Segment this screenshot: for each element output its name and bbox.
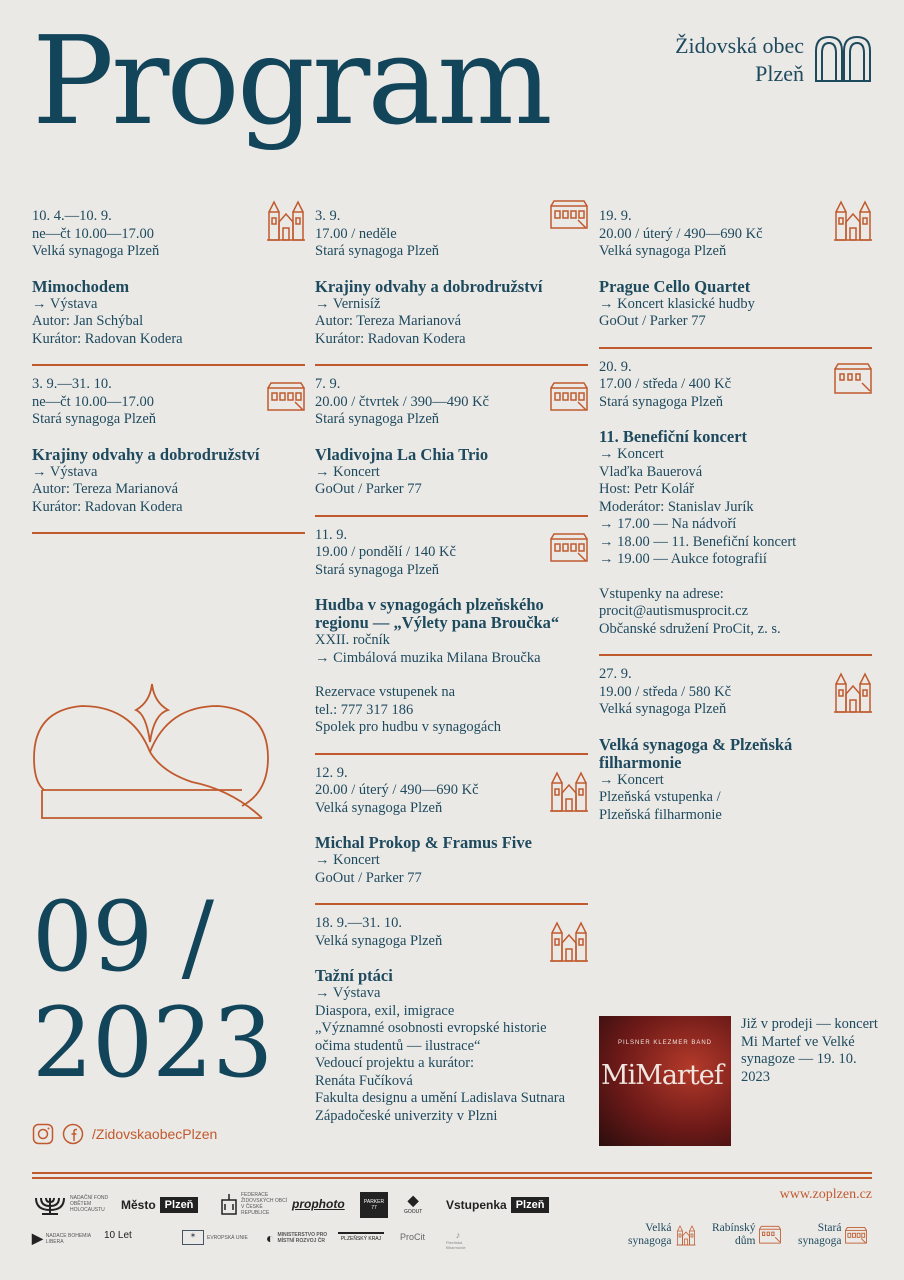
event-detail: Občanské sdružení ProCit, z. s. [599,620,781,637]
event-time: ne—čt 10.00—17.00 [32,393,155,410]
sponsor-parker [360,1192,388,1218]
sponsor-text: MINISTERSTVO PRO MÍSTNÍ ROZVOJ ČR [277,1232,328,1244]
event-detail: Fakulta designu a umění Ladislava Sutnara Západočeské univerzity v Plzni [315,1090,566,1124]
rabbinic-house-icon [834,363,872,395]
event-venue: Stará synagoga Plzeň [315,411,440,427]
event-detail: Moderátor: Stanislav Jurík [599,498,754,515]
social-handle[interactable]: /ZidovskaobecPlzen [92,1126,218,1142]
promo-brand: MiMartef [601,1060,723,1091]
event-time: 19.00 / středa / 580 Kč [599,683,732,700]
organization-logo-icon [814,35,872,83]
event-title: 11. Benefiční koncert [599,427,748,446]
sponsor-holocaust-fund [32,1192,114,1216]
event-date: 12. 9. [315,764,348,781]
event-date: 3. 9. [315,208,341,224]
month: 09 / [32,881,214,993]
event-card [599,656,872,840]
promo-text: Již v prodeji — koncert Mi Martef ve Velké synagoze — 19. 10. 2023 [741,1016,878,1085]
event-detail: → Koncert klasické hudby [599,295,755,312]
legend-label [798,1222,841,1248]
sponsor-10-let [104,1230,132,1241]
sponsor-mmr [266,1230,327,1246]
event-venue: Stará synagoga Plzeň [315,243,440,259]
event-date: 11. 9. [315,526,348,543]
event-detail: Rezervace vstupenek na [315,684,456,700]
org-name-line2: Plzeň [755,61,804,86]
sponsor-text: FEDERACE ŽIDOVSKÝCH OBCÍ V ČESKÉ REPUBLICE [241,1192,288,1216]
event-time: 20.00 / úterý / 490—690 Kč [599,225,763,242]
event-detail: → Koncert [599,446,664,462]
event-detail: Vstupenky na adrese: [599,585,724,602]
event-title: Michal Prokop & Framus Five [315,833,532,852]
event-date: 3. 9.—31. 10. [32,376,112,392]
federace-logo-icon [220,1192,238,1216]
sponsor-text: ProCit [400,1232,426,1242]
month-year [32,881,302,1099]
sponsor-goout [404,1192,422,1215]
event-card [32,198,305,366]
sponsor-text: prophoto [292,1197,345,1211]
event-detail: Kurátor: Radovan Kodera [32,330,183,347]
sponsor-text: NADAČNÍ FOND OBĚTEM HOLOCAUSTU [70,1195,109,1213]
website-link[interactable]: www.zoplzen.cz [779,1187,872,1202]
bohemia-logo-icon: ▶ [32,1230,43,1246]
event-venue: Stará synagoga Plzeň [315,561,440,578]
legend-item [628,1222,697,1248]
sponsor-text: Plzeňská filharmonie [446,1240,466,1250]
menorah-icon [32,1192,68,1216]
sponsor-eu [182,1230,251,1245]
column-1 [32,198,305,534]
legend-label-line1: Stará [817,1222,842,1234]
event-detail: → Výstava [32,463,98,480]
sponsor-mesto-plzen [121,1197,198,1213]
sponsor-text: Plzeň [511,1197,550,1213]
event-card [599,198,872,349]
event-card [315,366,588,517]
mi-martef-poster [599,1016,731,1146]
sponsor-vstupenka-plzen [446,1197,549,1213]
event-venue: Stará synagoga Plzeň [32,411,157,427]
sponsor-text: Vstupenka [446,1198,507,1212]
event-time: 17.00 / středa / 400 Kč [599,376,732,392]
sponsor-federace [220,1192,289,1216]
organization-name [675,32,804,88]
promo-band-label: PILSNER KLEZMER BAND [617,1040,713,1046]
old-synagogue-icon [550,198,588,230]
sponsor-bohemia-libera [32,1230,106,1247]
event-detail: XXII. ročník [315,632,390,648]
facebook-icon[interactable] [62,1123,84,1145]
year: 2023 [32,987,273,1099]
old-synagogue-icon [267,380,305,412]
event-detail: → 18.00 — 11. Benefiční koncert [599,533,797,550]
event-detail: GoOut / Parker 77 [315,481,422,497]
event-title: Prague Cello Quartet [599,276,751,296]
goout-logo-icon: ◆ [407,1192,419,1208]
event-date: 19. 9. [599,208,632,224]
event-time: 19.00 / pondělí / 140 Kč [315,544,456,560]
event-detail: GoOut / Parker 77 [315,869,422,886]
legend-label-line2: synagoga [798,1235,842,1247]
sponsor-procit [400,1232,425,1242]
eu-flag-icon: ✶ [182,1230,204,1245]
old-synagogue-icon [550,531,588,563]
legend-item [798,1222,867,1248]
event-detail: Spolek pro hudbu v synagogách [315,719,502,735]
event-card [32,366,305,534]
legend-label [712,1222,755,1248]
great-synagogue-icon [675,1224,697,1246]
event-detail: Vlaďka Bauerová [599,463,703,480]
event-card [315,517,588,755]
org-name-line1: Židovská obec [675,33,804,58]
mmr-logo-icon: ◐ [266,1230,275,1246]
event-detail: Autor: Jan Schýbal [32,313,144,329]
event-card [315,905,588,1141]
filharmonie-logo-icon: ♪ [455,1230,461,1240]
event-date: 10. 4.—10. 9. [32,208,112,224]
event-time: ne—čt 10.00—17.00 [32,225,155,242]
legend-item [712,1222,781,1248]
event-card [315,755,588,906]
event-detail: → Výstava [315,985,381,1001]
event-detail: tel.: 777 317 186 [315,701,414,718]
event-detail: GoOut / Parker 77 [599,313,706,329]
event-detail: Autor: Tereza Marianová [315,313,462,329]
sponsor-text: EVROPSKÁ UNIE [207,1234,248,1241]
event-date: 7. 9. [315,376,341,392]
event-card [599,349,872,657]
social-links [32,1123,217,1145]
great-synagogue-icon [834,670,872,714]
sponsor-prophoto [292,1197,345,1211]
sponsor-text: Plzeň [160,1197,199,1213]
column-2 [315,198,588,1141]
event-venue: Velká synagoga Plzeň [315,932,443,949]
great-synagogue-icon [550,769,588,813]
sponsor-text: 10 Let [104,1230,132,1241]
event-detail: Diaspora, exil, imigrace [315,1002,455,1019]
old-synagogue-icon [845,1224,867,1246]
event-time: 17.00 / neděle [315,225,397,242]
sponsor-text: PARKER 77 [363,1199,385,1211]
event-date: 27. 9. [599,666,632,682]
event-detail: → Koncert [315,463,380,480]
event-title: Tažní ptáci [315,966,393,985]
event-detail: Plzeňská vstupenka / [599,789,721,805]
great-synagogue-icon [550,919,588,963]
sponsor-plzensky-kraj [338,1232,384,1242]
legend-label-line1: Velká [645,1222,672,1234]
event-venue: Velká synagoga Plzeň [32,243,160,259]
event-detail: „Významné osobnosti evropské historie očima studentů — ilustrace“ [315,1020,547,1054]
event-title: Krajiny odvahy a dobrodružství [315,276,543,296]
great-synagogue-icon [834,198,872,242]
event-detail: Vedoucí projektu a kurátor: [315,1055,475,1071]
event-title: Vladivojna La Chia Trio [315,444,489,464]
event-time: 20.00 / úterý / 490—690 Kč [315,782,479,798]
dome-illustration-icon [32,682,272,832]
sponsor-text: GOOUT [404,1209,423,1215]
rabbinic-house-icon [759,1224,781,1246]
event-date: 18. 9.—31. 10. [315,915,402,931]
footer-divider [32,1172,872,1174]
event-title: Velká synagoga & Plzeňská filharmonie [599,734,793,772]
spacer [315,667,588,684]
event-venue: Velká synagoga Plzeň [599,243,727,259]
event-detail: Kurátor: Radovan Kodera [32,498,183,515]
column-3 [599,198,872,840]
event-detail: → 19.00 — Aukce fotografií [599,551,767,567]
kraj-logo-icon [338,1232,384,1234]
spacer [599,569,872,586]
event-card [315,198,588,366]
event-detail: → 17.00 — Na nádvoří [599,516,737,532]
event-detail: Kurátor: Radovan Kodera [315,330,466,347]
sponsor-text: Město [121,1198,156,1212]
event-title: Krajiny odvahy a dobrodružství [32,444,260,464]
event-venue: Velká synagoga Plzeň [315,799,443,816]
event-time: 20.00 / čtvrtek / 390—490 Kč [315,393,489,410]
event-detail: Plzeňská filharmonie [599,806,722,823]
event-detail: → Koncert [315,852,380,868]
legend-label [628,1222,671,1248]
event-detail: → Koncert [599,771,664,788]
old-synagogue-icon [550,380,588,412]
event-detail: Host: Petr Kolář [599,481,695,497]
page-title: Program [32,10,550,152]
sponsor-filharmonie [446,1230,470,1250]
sponsor-text: PLZEŇSKÝ KRAJ [340,1236,382,1242]
event-date: 20. 9. [599,358,632,375]
instagram-icon[interactable] [32,1123,54,1145]
event-title: Mimochodem [32,276,130,296]
event-detail: Autor: Tereza Marianová [32,481,179,497]
event-detail: → Výstava [32,295,98,312]
legend-label-line2: dům [735,1235,756,1247]
great-synagogue-icon [267,198,305,242]
footer-divider [32,1177,872,1179]
event-detail: → Cimbálová muzika Milana Broučka [315,649,541,666]
event-detail: → Vernisíž [315,295,381,312]
event-venue: Velká synagoga Plzeň [599,701,727,717]
event-title: Hudba v synagogách plzeňského regionu — „Výlety pana Broučka“ [315,595,560,632]
event-detail: Renáta Fučíková [315,1072,413,1089]
event-email[interactable]: procit@autismusprocit.cz [599,603,749,619]
sponsor-text: NADACE BOHEMIA LIBERA [45,1232,91,1245]
legend-label-line1: Rabínský [712,1222,756,1234]
event-venue: Stará synagoga Plzeň [599,393,724,410]
legend-label-line2: synagoga [628,1235,672,1247]
